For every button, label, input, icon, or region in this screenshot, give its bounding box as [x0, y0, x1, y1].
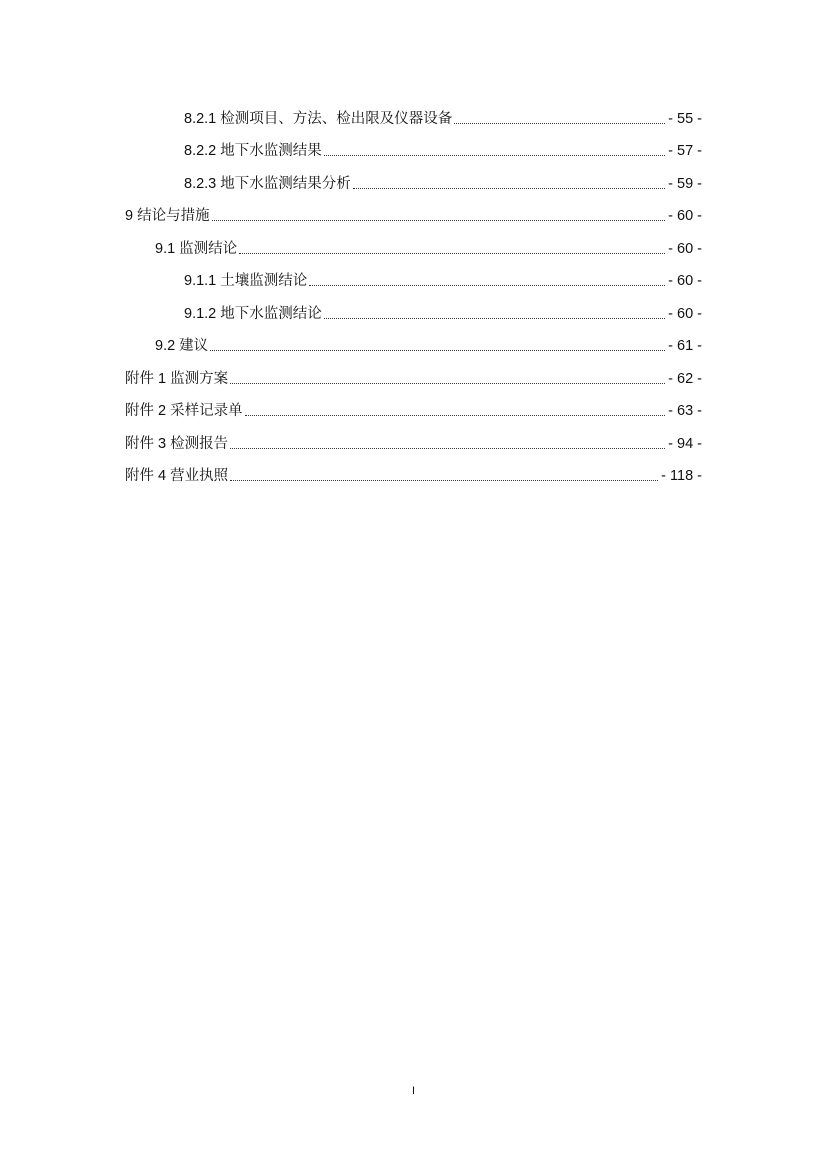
dot-leader — [230, 382, 665, 384]
toc-entry-page: - 61 - — [668, 338, 702, 354]
toc-entry-number: 9.1.1 — [184, 273, 217, 289]
toc-entry-appendix-4[interactable] — [125, 462, 702, 486]
dot-leader — [230, 479, 658, 481]
toc-entry-title: 检测报告 — [170, 436, 229, 452]
toc-entry-number: 9.1 — [155, 241, 176, 257]
toc-entry-title: 地下水监测结果分析 — [220, 176, 351, 192]
toc-entry-number: 附件 3 — [125, 436, 167, 452]
dot-leader — [210, 349, 665, 351]
toc-entry-title: 地下水监测结论 — [220, 306, 322, 322]
toc-entry-page: - 60 - — [668, 208, 702, 224]
toc-entry-title: 采样记录单 — [170, 403, 243, 419]
toc-entry-page: - 63 - — [668, 403, 702, 419]
toc-entry-number: 附件 1 — [125, 371, 167, 387]
dot-leader — [230, 447, 665, 449]
toc-entry-title: 土壤监测结论 — [220, 273, 308, 289]
toc-entry-page: - 59 - — [668, 176, 702, 192]
toc-entry-number: 8.2.1 — [184, 111, 217, 127]
toc-entry-9-2[interactable] — [155, 332, 702, 356]
toc-entry-number: 附件 2 — [125, 403, 167, 419]
toc-entry-number: 8.2.2 — [184, 143, 217, 159]
toc-entry-9-1-1[interactable] — [184, 267, 702, 291]
toc-entry-page: - 60 - — [668, 273, 702, 289]
toc-entry-8-2-2[interactable] — [184, 137, 702, 161]
toc-entry-title: 监测方案 — [170, 371, 229, 387]
toc-entry-9[interactable] — [125, 202, 702, 226]
toc-entry-9-1-2[interactable] — [184, 300, 702, 324]
toc-entry-8-2-3[interactable] — [184, 170, 702, 194]
toc-entry-number: 9 — [125, 208, 134, 224]
toc-entry-page: - 57 - — [668, 143, 702, 159]
toc-entry-number: 8.2.3 — [184, 176, 217, 192]
toc-entry-number: 附件 4 — [125, 468, 167, 484]
dot-leader — [454, 122, 665, 124]
toc-entry-appendix-2[interactable] — [125, 397, 702, 421]
dot-leader — [212, 219, 666, 221]
toc-entry-page: - 62 - — [668, 371, 702, 387]
dot-leader — [324, 154, 665, 156]
toc-entry-title: 营业执照 — [170, 468, 229, 484]
toc-entry-appendix-1[interactable] — [125, 365, 702, 389]
toc-entry-9-1[interactable] — [155, 235, 702, 259]
toc-entry-page: - 118 - — [661, 468, 702, 484]
toc-entry-page: - 94 - — [668, 436, 702, 452]
dot-leader — [353, 187, 665, 189]
toc-entry-title: 检测项目、方法、检出限及仪器设备 — [220, 111, 453, 127]
toc-entry-number: 9.2 — [155, 338, 176, 354]
dot-leader — [309, 284, 665, 286]
dot-leader — [245, 414, 666, 416]
toc-entry-page: - 60 - — [668, 306, 702, 322]
dot-leader — [239, 252, 665, 254]
toc-entry-title: 结论与措施 — [137, 208, 210, 224]
dot-leader — [324, 317, 665, 319]
toc-entry-8-2-1[interactable] — [184, 105, 702, 129]
toc-entry-title: 建议 — [179, 338, 209, 354]
toc-entry-page: - 60 - — [668, 241, 702, 257]
toc-entry-number: 9.1.2 — [184, 306, 217, 322]
toc-entry-title: 地下水监测结果 — [220, 143, 322, 159]
page-number: I — [411, 1085, 416, 1097]
toc-entry-title: 监测结论 — [179, 241, 238, 257]
toc-entry-page: - 55 - — [668, 111, 702, 127]
toc-entry-appendix-3[interactable] — [125, 430, 702, 454]
